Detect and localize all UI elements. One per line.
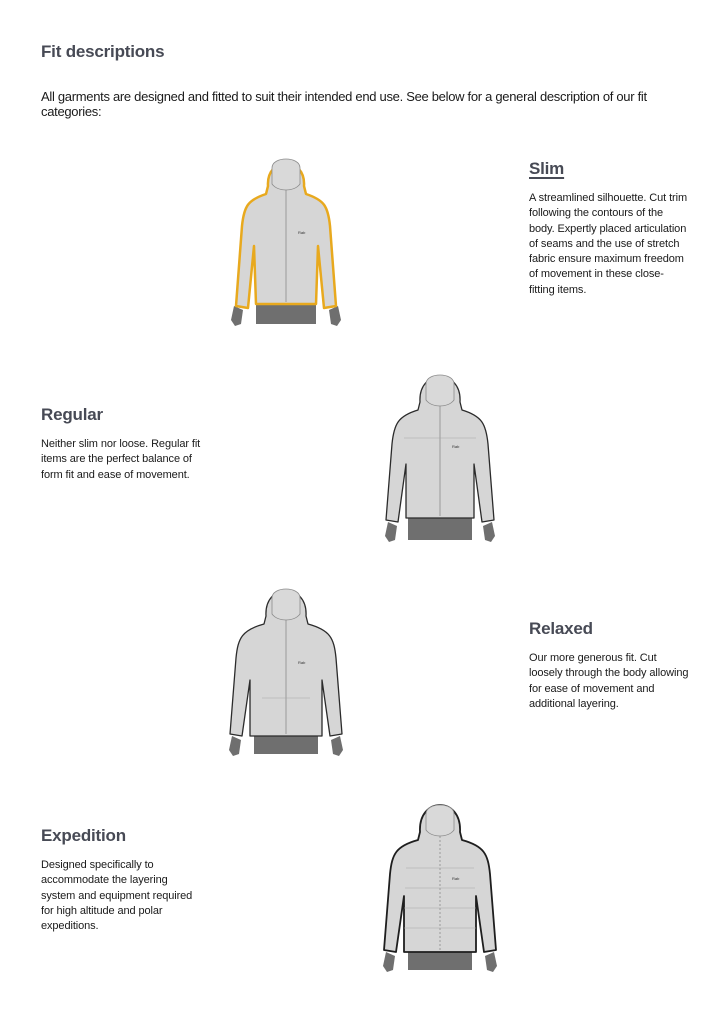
regular-fit-jacket-illustration — [382, 362, 498, 548]
fit-description-relaxed: Our more generous fit. Cut loosely through the body allowing for ease of movement and additional layering. — [529, 652, 689, 710]
fit-expedition — [41, 826, 201, 934]
fit-description-regular: Neither slim nor loose. Regular fit items are the perfect balance of form fit and ease of movement. — [41, 438, 201, 481]
intro-paragraph: All garments are designed and fitted to suit their intended end use. See below for a general description of our fit categories: — [41, 89, 647, 119]
fit-slim — [529, 159, 689, 298]
expedition-fit-jacket-illustration — [380, 792, 500, 978]
svg-text:Rab: Rab — [298, 230, 306, 235]
fit-regular — [41, 405, 201, 483]
fit-title-expedition: Expedition — [41, 826, 126, 845]
svg-text:Rab: Rab — [452, 876, 460, 881]
fit-description-expedition: Designed specifically to accommodate the layering system and equipment required for high altitude and polar expeditions. — [41, 859, 193, 933]
fit-title-slim[interactable]: Slim — [529, 159, 565, 178]
fit-description-slim: A streamlined silhouette. Cut trim following the contours of the body. Expertly placed articulation of seams and the use of stretch fabric ensure maximum freedom of movement in these close-fitting items. — [529, 192, 688, 296]
fit-relaxed — [529, 619, 689, 712]
fit-title-regular: Regular — [41, 405, 103, 424]
svg-text:Rab: Rab — [298, 660, 306, 665]
relaxed-fit-jacket-illustration — [226, 576, 346, 762]
page-title: Fit descriptions — [41, 42, 165, 61]
svg-text:Rab: Rab — [452, 444, 460, 449]
slim-fit-jacket-illustration — [228, 146, 344, 332]
fit-title-relaxed: Relaxed — [529, 619, 593, 638]
